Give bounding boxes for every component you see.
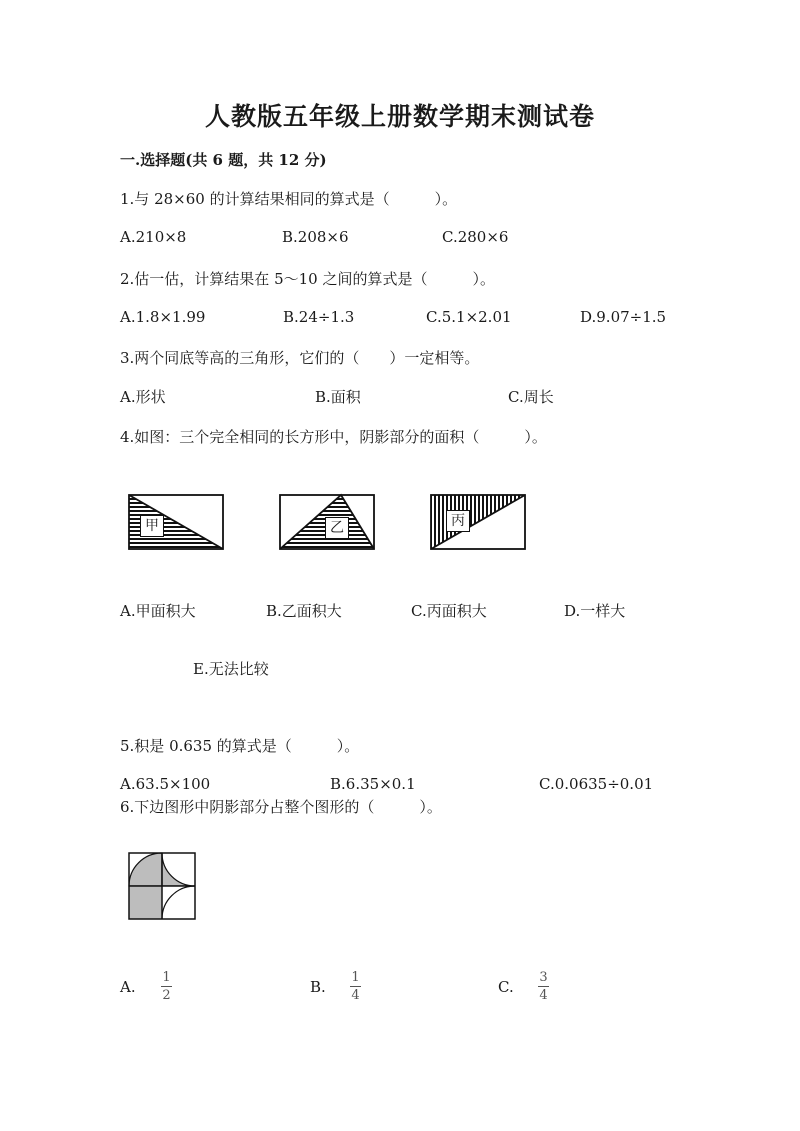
q2-option-b[interactable]: B.24÷1.3	[283, 308, 355, 326]
q5-option-b[interactable]: B.6.35×0.1	[330, 775, 416, 793]
q3-option-b[interactable]: B.面积	[315, 388, 361, 406]
fraction-denominator: 2	[162, 988, 171, 1003]
q4-option-c[interactable]: C.丙面积大	[411, 602, 487, 620]
q5-option-a[interactable]: A.63.5×100	[120, 775, 211, 793]
section-heading: 一.选择题(共 6 题，共 12 分)	[120, 151, 327, 169]
q6-option-b-letter[interactable]: B.	[310, 978, 326, 996]
q6-option-c-fraction	[538, 970, 549, 1003]
fraction-numerator: 1	[162, 970, 171, 985]
label-jia: 甲	[140, 515, 164, 537]
q3-option-a[interactable]: A.形状	[120, 388, 166, 406]
label-yi: 乙	[325, 517, 349, 539]
q6-option-b-fraction	[350, 970, 361, 1003]
q4-option-a[interactable]: A.甲面积大	[120, 602, 196, 620]
question-2-stem: 2.估一估，计算结果在 5～10 之间的算式是（ ）。	[120, 270, 495, 288]
q3-option-c[interactable]: C.周长	[508, 388, 554, 406]
q2-option-a[interactable]: A.1.8×1.99	[120, 308, 206, 326]
q1-option-a[interactable]: A.210×8	[120, 228, 187, 246]
q1-option-b[interactable]: B.208×6	[282, 228, 349, 246]
question-5-stem: 5.积是 0.635 的算式是（ ）。	[120, 737, 360, 755]
q2-option-d[interactable]: D.9.07÷1.5	[580, 308, 667, 326]
fraction-bar	[538, 986, 549, 987]
fraction-bar	[350, 986, 361, 987]
question-1-stem: 1.与 28×60 的计算结果相同的算式是（ ）。	[120, 190, 458, 208]
q4-option-e[interactable]: E.无法比较	[193, 660, 269, 678]
fraction-numerator: 1	[351, 970, 360, 985]
question-6-stem: 6.下边图形中阴影部分占整个图形的（ ）。	[120, 798, 442, 816]
page-title: 人教版五年级上册数学期末测试卷	[204, 102, 595, 131]
question-3-stem: 3.两个同底等高的三角形，它们的（ ）一定相等。	[120, 349, 480, 367]
q4-option-d[interactable]: D.一样大	[564, 602, 626, 620]
q2-option-c[interactable]: C.5.1×2.01	[426, 308, 512, 326]
figure-grid-shaded	[128, 852, 196, 920]
figure-bing	[430, 494, 526, 550]
q1-option-c[interactable]: C.280×6	[442, 228, 509, 246]
q4-option-b[interactable]: B.乙面积大	[266, 602, 342, 620]
fraction-denominator: 4	[351, 988, 360, 1003]
q6-option-a-letter[interactable]: A.	[120, 978, 136, 996]
q6-option-c-letter[interactable]: C.	[498, 978, 514, 996]
label-bing: 丙	[446, 510, 470, 532]
q5-option-c[interactable]: C.0.0635÷0.01	[539, 775, 654, 793]
fraction-numerator: 3	[539, 970, 548, 985]
fraction-denominator: 4	[539, 988, 548, 1003]
q6-option-a-fraction	[161, 970, 172, 1003]
question-4-stem: 4.如图：三个完全相同的长方形中，阴影部分的面积（ ）。	[120, 428, 547, 446]
fraction-bar	[161, 986, 172, 987]
